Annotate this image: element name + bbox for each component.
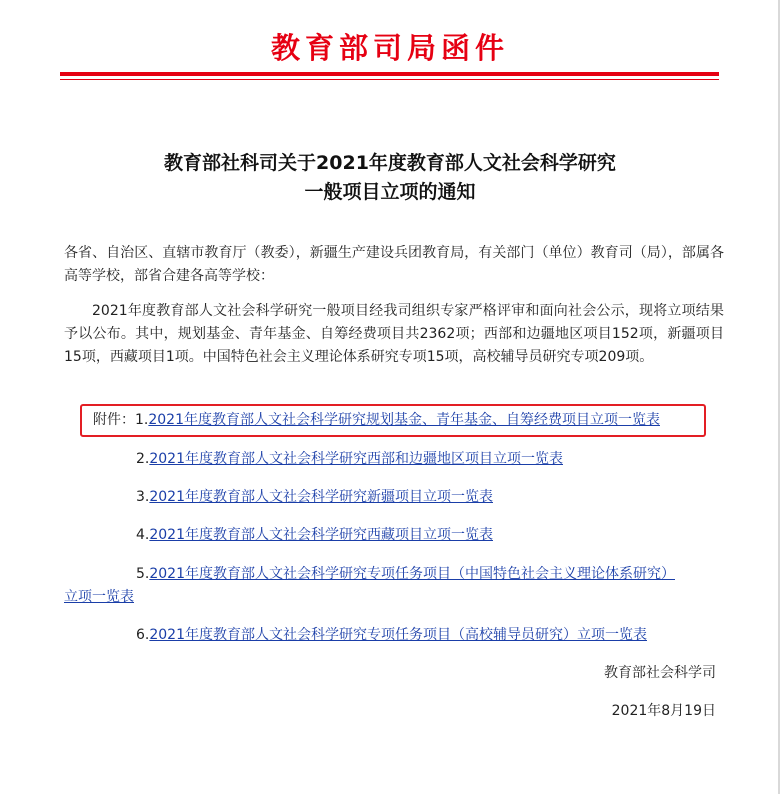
- document-title-line-2: 一般项目立项的通知: [304, 181, 476, 203]
- attachment-link-3[interactable]: 2021年度教育部人文社会科学研究新疆项目立项一览表: [149, 489, 493, 505]
- body-paragraph: 2021年度教育部人文社会科学研究一般项目经我司组织专家严格评审和面向社会公示，现将立项结果予以公布。其中，规划基金、青年基金、自筹经费项目共2362项；西部和边疆地区项目152项，新疆项目15项，西藏项目1项。中国特色社会主义理论体系研究专项15项，高校辅导员研究专项209项。: [64, 303, 724, 365]
- salutation: 各省、自治区、直辖市教育厅（教委），新疆生产建设兵团教育局，有关部门（单位）教育司（局），部属各高等学校，部省合建各高等学校：: [64, 245, 724, 284]
- attachment-number: 6.: [136, 627, 150, 643]
- attachment-link-2[interactable]: 2021年度教育部人文社会科学研究西部和边疆地区项目立项一览表: [149, 451, 563, 467]
- attachment-link-5[interactable]: 2021年度教育部人文社会科学研究专项任务项目（中国特色社会主义理论体系研究）: [149, 566, 675, 582]
- attachment-link-6[interactable]: 2021年度教育部人文社会科学研究专项任务项目（高校辅导员研究）立项一览表: [149, 627, 647, 643]
- attachment-number: 3.: [136, 489, 150, 505]
- attachment-item-5-continued: [64, 586, 134, 609]
- attachment-prefix: 附件：: [93, 412, 135, 428]
- attachment-number: 4.: [136, 527, 150, 543]
- attachment-item-1: [93, 409, 660, 432]
- attachment-link-1[interactable]: 2021年度教育部人文社会科学研究规划基金、青年基金、自筹经费项目立项一览表: [148, 412, 660, 428]
- attachment-item-6: [136, 624, 647, 647]
- attachment-link-5-continued[interactable]: 立项一览表: [64, 589, 134, 605]
- masthead-rule-thin: [60, 79, 719, 80]
- attachment-number: 1.: [135, 412, 149, 428]
- attachment-item-3: [136, 486, 493, 509]
- attachment-link-4[interactable]: 2021年度教育部人文社会科学研究西藏项目立项一览表: [149, 527, 493, 543]
- attachment-item-5: [136, 563, 675, 586]
- attachment-item-2: [136, 448, 563, 471]
- attachment-number: 2.: [136, 451, 150, 467]
- signature-date: 2021年8月19日: [611, 703, 716, 719]
- masthead-rule-thick: [60, 72, 719, 76]
- masthead-title: 教育部司局函件: [270, 31, 509, 65]
- signature-organization: 教育部社会科学司: [604, 665, 716, 681]
- attachment-number: 5.: [136, 566, 150, 582]
- attachment-item-4: [136, 524, 493, 547]
- document-title-line-1: 教育部社科司关于2021年度教育部人文社会科学研究: [164, 152, 616, 174]
